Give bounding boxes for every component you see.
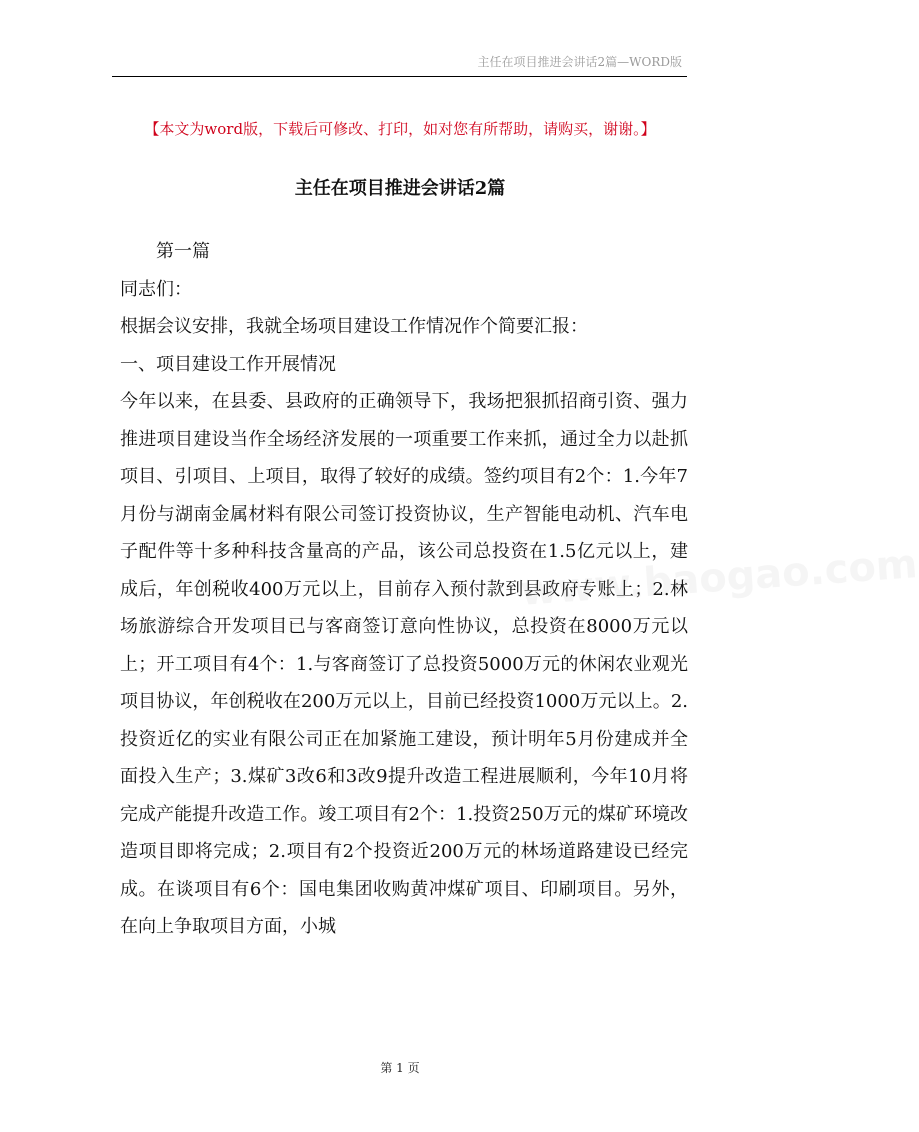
subheading: 一、项目建设工作开展情况	[120, 353, 336, 375]
purchase-notice: 【本文为word版，下载后可修改、打印，如对您有所帮助，请购买，谢谢。】	[144, 120, 656, 138]
body-paragraph: 今年以来，在县委、县政府的正确领导下，我场把狠抓招商引资、强力推进项目建设当作全场经济发展的一项重要工作来抓，通过全力以赴抓项目、引项目、上项目，取得了较好的成绩。签约项目有2个：1.今年7月份与湖南金属材料有限公司签订投资协议，生产智能电动机、汽车电子配件等十多种科技含量高的产品，该公司总投资在1.5亿元以上，建成后，年创税收400万元以上，目前存入预付款到县政府专账上；2.林场旅游综合开发项目已与客商签订意向性协议，总投资在8000万元以上；开工项目有4个：1.与客商签订了总投资5000万元的休闲农业观光项目协议，年创税收在200万元以上，目前已经投资1000万元以上。2.投资近亿的实业有限公司正在加紧施工建设，预计明年5月份建成并全面投入生产；3.煤矿3改6和3改9提升改造工程进展顺利，今年10月将完成产能提升改造工作。竣工项目有2个：1.投资250万元的煤矿环境改造项目即将完成；2.项目有2个投资近200万元的林场道路建设已经完成。在谈项目有6个：国电集团收购黄冲煤矿项目、印刷项目。另外，在向上争取项目方面，小城	[120, 391, 688, 937]
watermark: www.baogao.com	[518, 541, 919, 615]
header-divider	[112, 76, 687, 77]
document-title: 主任在项目推进会讲话2篇	[294, 178, 506, 199]
document-body	[120, 233, 688, 946]
page-number: 第 1 页	[380, 1061, 420, 1075]
salutation: 同志们：	[120, 278, 192, 300]
section-heading: 第一篇	[156, 241, 210, 262]
intro-paragraph: 根据会议安排，我就全场项目建设工作情况作个简要汇报：	[120, 316, 588, 337]
running-header: 主任在项目推进会讲话2篇—WORD版	[477, 55, 682, 69]
